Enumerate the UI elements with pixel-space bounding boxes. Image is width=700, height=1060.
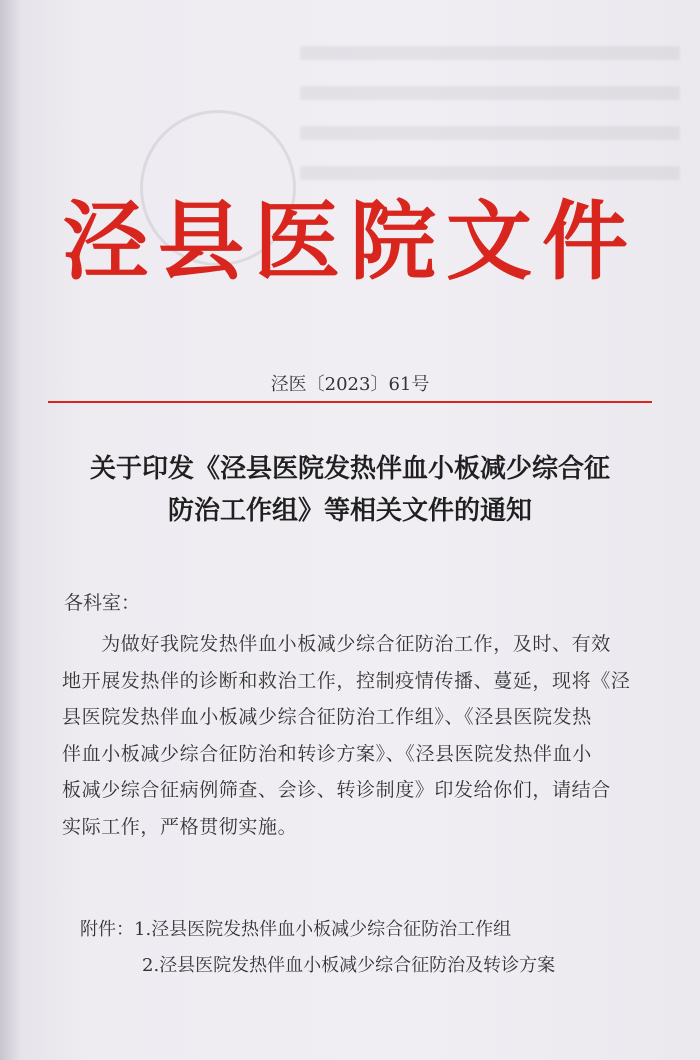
attachment-item-1 [80, 912, 555, 948]
red-divider-line [48, 401, 652, 403]
body-line: 板减少综合征病例筛查、会诊、转诊制度》印发给你们，请结合 [62, 779, 611, 801]
attachment-text: 2.泾县医院发热伴血小板减少综合征防治及转诊方案 [142, 955, 556, 976]
document-header-title: 泾县医院文件 [62, 191, 638, 292]
body-line: 县医院发热伴血小板减少综合征防治工作组》、《泾县医院发热 [62, 706, 592, 728]
notice-title [40, 448, 660, 532]
body-line: 地开展发热伴的诊断和救治工作，控制疫情传播、蔓延，现将《泾 [62, 669, 631, 692]
notice-title-line-2: 防治工作组》等相关文件的通知 [167, 496, 532, 526]
attachments-list [80, 912, 555, 984]
salutation: 各科室： [64, 592, 141, 614]
body-line: 为做好我院发热伴血小板减少综合征防治工作，及时、有效 [62, 633, 611, 655]
body-line: 伴血小板减少综合征防治和转诊方案》、《泾县医院发热伴血小 [62, 742, 592, 765]
body-line: 实际工作，严格贯彻实施。 [62, 815, 298, 838]
attachments-label: 附件： [80, 919, 134, 940]
document-number: 泾医〔2023〕61号 [270, 374, 430, 395]
notice-title-line-1: 关于印发《泾县医院发热伴血小板减少综合征 [89, 454, 610, 484]
attachment-text: 1.泾县医院发热伴血小板减少综合征防治工作组 [134, 919, 512, 940]
notice-body [62, 626, 640, 845]
attachment-item-2 [80, 948, 555, 984]
show-through-text [300, 40, 680, 180]
